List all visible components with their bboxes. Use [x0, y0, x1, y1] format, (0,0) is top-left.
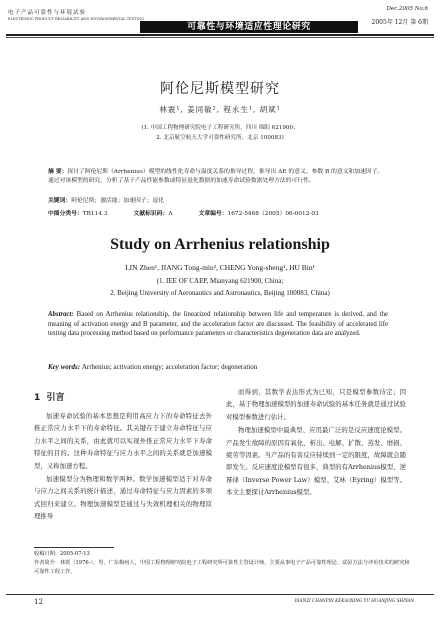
affiliation-cn-1: (1. 中国工程物理研究院电子工程研究所，四川 绵阳 621900；: [141, 125, 299, 131]
section-number: 1: [34, 393, 41, 403]
paper-title-cn: 阿伦尼斯模型研究: [160, 81, 280, 97]
clc-value: TB114.3: [82, 211, 108, 217]
abstract-en-text: Based on Arrhenius relationship, the linearized relationship between life and temperature is derived, and the meaning of activation energy and B parameter, and the acceleration factor are discussed. The feasibility of accelerated life testing data processing method based on performance parameters or characteristics degeneration data are analyzed.: [48, 311, 388, 338]
body-paragraph: 而得到，其数学表达形式为已知，只是模型参数待定；因此，基于物理加速模型的加速寿命试验的基本任务就是通过试验对模型参数进行估计。: [226, 388, 406, 421]
body-paragraph: 物理加速模型中最典型、应用最广泛的是反应速度论模型。产品发生故障的原因有氧化、析出、电解、扩散、蒸发、磨损、疲劳等因素。当产品的有害反应持续到一定的限度，故障就会随即发生。反应速度论模型有很多，典型的有Arrhenius模型、逆幂律（Inverse Power Law）模型、艾林（Eyring）模型等。本文主要探讨Arrhenius模型。: [226, 426, 406, 497]
abstract-en: [48, 310, 388, 339]
paper-title-en: Study on Arrhenius relationship: [110, 236, 330, 253]
affiliation-en-2: 2. Beijing University of Aeronautics and Astronautics, Beijing 100083, China): [110, 289, 330, 297]
footer-rule: [6, 594, 434, 595]
abstract-cn: [48, 168, 384, 186]
keywords-en: [48, 363, 257, 371]
keywords-en-text: Arrhenius; activation energy; acceleration factor; degeneration: [81, 363, 258, 371]
footer-journal-pinyin: DIANZI CHANPIN KEKAOXING YU HUANJING SHIYAN: [294, 598, 414, 603]
section-title: 引言: [46, 393, 65, 403]
section-heading: [34, 390, 65, 403]
article-id-label: 文章编号：: [198, 211, 228, 217]
keywords-cn: [48, 195, 164, 204]
affiliation-cn-2: 2. 北京航空航天大学可靠性研究所，北京 100083): [156, 135, 284, 141]
body-paragraph: 加速寿命试验的基本思想是利用高应力下的寿命特征去外推正常应力水平下的寿命特征。其关键在于建立寿命特征与应力水平之间的关系，由此就可以实现外推正常应力水平下寿命特征的目的。这种寿命特征与应力水平之间的关系就是加速模型，又称加速方程。: [34, 412, 212, 470]
abstract-cn-text: 探讨了阿伦尼斯（Arrhenius）模型的线性化寿命与温度关系的推导过程，推导出 ΔE 的意义、参数 B 的意义和加速因子。通过对该模型的研究，分析了基于产品性能参数或特征退化数据的加速寿命试验数据处理方法的可行性。: [48, 169, 384, 184]
footnote-received-date: 收稿日期：2005-07-13: [34, 551, 90, 557]
keywords-cn-text: 阿伦尼斯；激活能；加速因子；退化: [71, 198, 164, 204]
abstract-en-label: Abstract:: [48, 311, 74, 318]
doc-code-label: 文献标识码：: [133, 211, 169, 217]
page-number: 12: [34, 598, 43, 606]
section-banner: 可靠性与环境适应性理论研究: [140, 21, 358, 33]
keywords-cn-label: 关键词：: [48, 198, 72, 204]
abstract-cn-label: 摘 要：: [48, 169, 68, 175]
authors-en: LIN Zhen¹, JIANG Tong-min², CHENG Yong-sheng¹, HU Bin¹: [125, 263, 315, 272]
header-rule-thin: [6, 37, 434, 38]
article-id-value: 1672-5468（2005）06-0012-03: [227, 211, 319, 217]
header-rule: [6, 34, 434, 36]
body-column-right: [226, 386, 406, 500]
body-paragraph: 加速模型分为物理和数学两种。数学加速模型适于对寿命与应力之间关系的统计描述，通过寿命特征与应力因素的多项式回归来建立。物理加速模型是通过与失效机理相关的物理原理推导: [34, 475, 212, 521]
issue-date-en: Dec.2005 No.6: [386, 6, 428, 12]
doc-code-value: A: [168, 211, 173, 217]
authors-cn: 林震¹, 姜同敏², 程永生¹, 胡斌¹: [159, 105, 281, 114]
classification-row: [48, 208, 319, 217]
footnote-author-bio: 作者简介：林震（1976-），男，广东梅州人，中国工程物理研究院电子工程研究所可靠性主管设计师，主要从事电子产品可靠性理论、试验方法与评价技术的研究和可靠性工程工作。: [34, 560, 410, 575]
journal-name-en: ELECTRONIC PRODUCT RELIABILITY AND ENVIRONMENTAL TESTING: [8, 17, 145, 21]
journal-name-cn: 电子产品可靠性与环境试验: [8, 10, 87, 16]
issue-date-cn: 2005年 12月 第 6期: [371, 19, 428, 26]
footnote-rule: [34, 547, 114, 548]
affiliation-en-1: (1. IEE OF CAEP, Mianyang 621900, China;: [156, 277, 284, 285]
clc-label: 中图分类号：: [48, 211, 83, 217]
body-column-left: [34, 410, 212, 524]
keywords-en-label: Key words:: [48, 363, 81, 371]
